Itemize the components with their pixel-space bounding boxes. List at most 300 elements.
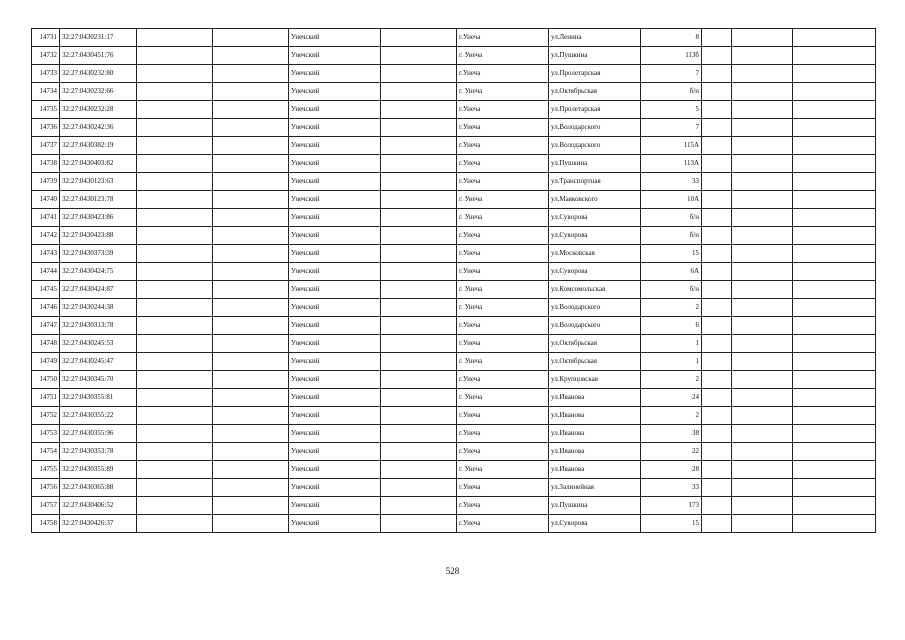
cell-cadastral-number: 32:27:0430423:86 <box>60 209 137 227</box>
cell-record-number: 14752 <box>32 407 60 425</box>
table-row <box>32 173 876 191</box>
cell-empty <box>793 353 876 371</box>
cell-street: ул.Володарского <box>549 317 641 335</box>
cell-empty <box>702 65 732 83</box>
cell-empty <box>732 389 793 407</box>
cell-empty <box>702 497 732 515</box>
register-table <box>31 28 876 533</box>
cell-empty <box>381 389 457 407</box>
cell-empty <box>137 461 213 479</box>
cell-district: Унечский <box>289 371 381 389</box>
cell-empty <box>732 407 793 425</box>
cell-cadastral-number: 32:27:0430355:81 <box>60 389 137 407</box>
table-row <box>32 515 876 533</box>
cell-city: г. Унеча <box>457 47 549 65</box>
table-row <box>32 263 876 281</box>
cell-street: ул.Суворова <box>549 227 641 245</box>
cell-empty <box>702 245 732 263</box>
cell-empty <box>137 281 213 299</box>
cell-city: г.Унеча <box>457 29 549 47</box>
cell-empty <box>793 29 876 47</box>
cell-house-number: 24 <box>641 389 702 407</box>
cell-empty <box>732 371 793 389</box>
cell-record-number: 14735 <box>32 101 60 119</box>
page-number: 528 <box>445 566 460 576</box>
cell-street: ул.Иванова <box>549 389 641 407</box>
cell-empty <box>702 101 732 119</box>
register-table-body <box>32 29 876 533</box>
cell-district: Унечский <box>289 479 381 497</box>
cell-empty <box>137 155 213 173</box>
cell-empty <box>213 353 289 371</box>
cell-empty <box>732 425 793 443</box>
cell-empty <box>702 191 732 209</box>
cell-cadastral-number: 32:27:0430245:47 <box>60 353 137 371</box>
cell-empty <box>381 335 457 353</box>
cell-record-number: 14742 <box>32 227 60 245</box>
cell-empty <box>137 299 213 317</box>
cell-street: ул.Иванова <box>549 425 641 443</box>
cell-cadastral-number: 32:27:0430242:36 <box>60 119 137 137</box>
cell-empty <box>702 407 732 425</box>
cell-empty <box>213 101 289 119</box>
cell-empty <box>381 263 457 281</box>
cell-house-number: 7 <box>641 119 702 137</box>
cell-empty <box>732 461 793 479</box>
cell-city: г.Унеча <box>457 245 549 263</box>
cell-empty <box>137 515 213 533</box>
cell-empty <box>381 281 457 299</box>
cell-empty <box>732 29 793 47</box>
cell-cadastral-number: 32:27:0430123:78 <box>60 191 137 209</box>
cell-district: Унечский <box>289 227 381 245</box>
cell-cadastral-number: 32:27:0430355:89 <box>60 461 137 479</box>
cell-house-number: 173 <box>641 497 702 515</box>
cell-empty <box>732 515 793 533</box>
cell-empty <box>381 497 457 515</box>
cell-cadastral-number: 32:27:0430451:76 <box>60 47 137 65</box>
cell-empty <box>381 407 457 425</box>
cell-empty <box>793 47 876 65</box>
cell-record-number: 14732 <box>32 47 60 65</box>
cell-empty <box>381 299 457 317</box>
cell-city: г.Унеча <box>457 371 549 389</box>
cell-empty <box>213 461 289 479</box>
table-row <box>32 371 876 389</box>
cell-empty <box>732 245 793 263</box>
cell-city: г.Унеча <box>457 155 549 173</box>
cell-cadastral-number: 32:27:0430365:88 <box>60 479 137 497</box>
cell-empty <box>702 83 732 101</box>
cell-empty <box>732 101 793 119</box>
cell-empty <box>793 299 876 317</box>
cell-empty <box>702 461 732 479</box>
cell-district: Унечский <box>289 137 381 155</box>
cell-city: г.Унеча <box>457 497 549 515</box>
table-row <box>32 245 876 263</box>
cell-city: г.Унеча <box>457 479 549 497</box>
cell-record-number: 14751 <box>32 389 60 407</box>
cell-empty <box>732 317 793 335</box>
cell-empty <box>732 155 793 173</box>
cell-empty <box>381 443 457 461</box>
cell-empty <box>137 173 213 191</box>
cell-empty <box>381 155 457 173</box>
table-row <box>32 281 876 299</box>
cell-empty <box>381 29 457 47</box>
cell-empty <box>702 155 732 173</box>
cell-empty <box>702 281 732 299</box>
table-row <box>32 407 876 425</box>
cell-empty <box>381 209 457 227</box>
cell-empty <box>213 29 289 47</box>
cell-empty <box>137 227 213 245</box>
cell-district: Унечский <box>289 299 381 317</box>
cell-record-number: 14748 <box>32 335 60 353</box>
cell-empty <box>793 515 876 533</box>
cell-empty <box>793 389 876 407</box>
cell-district: Унечский <box>289 335 381 353</box>
cell-street: ул.Суворова <box>549 515 641 533</box>
cell-empty <box>381 47 457 65</box>
cell-district: Унечский <box>289 245 381 263</box>
cell-cadastral-number: 32:27:0430313:78 <box>60 317 137 335</box>
cell-empty <box>381 65 457 83</box>
cell-empty <box>702 299 732 317</box>
cell-record-number: 14758 <box>32 515 60 533</box>
cell-house-number: 2 <box>641 407 702 425</box>
cell-record-number: 14739 <box>32 173 60 191</box>
cell-empty <box>381 461 457 479</box>
cell-empty <box>702 389 732 407</box>
cell-city: г. Унеча <box>457 281 549 299</box>
cell-empty <box>732 353 793 371</box>
cell-city: г.Унеча <box>457 65 549 83</box>
cell-empty <box>213 83 289 101</box>
cell-district: Унечский <box>289 461 381 479</box>
cell-empty <box>213 515 289 533</box>
cell-district: Унечский <box>289 47 381 65</box>
table-row <box>32 335 876 353</box>
cell-street: ул.Крупцовская <box>549 371 641 389</box>
cell-empty <box>702 353 732 371</box>
cell-city: г.Унеча <box>457 101 549 119</box>
cell-district: Унечский <box>289 155 381 173</box>
cell-record-number: 14743 <box>32 245 60 263</box>
table-row <box>32 461 876 479</box>
cell-district: Унечский <box>289 317 381 335</box>
cell-city: г.Унеча <box>457 317 549 335</box>
cell-street: ул.Суворова <box>549 209 641 227</box>
cell-empty <box>381 119 457 137</box>
cell-district: Унечский <box>289 443 381 461</box>
cell-cadastral-number: 32:27:0430232:80 <box>60 65 137 83</box>
cell-empty <box>137 137 213 155</box>
cell-record-number: 14746 <box>32 299 60 317</box>
cell-empty <box>137 101 213 119</box>
cell-record-number: 14754 <box>32 443 60 461</box>
table-row <box>32 47 876 65</box>
cell-street: ул.Пролетарская <box>549 101 641 119</box>
cell-street: ул.Иванова <box>549 443 641 461</box>
cell-empty <box>793 317 876 335</box>
cell-record-number: 14757 <box>32 497 60 515</box>
cell-city: г. Унеча <box>457 461 549 479</box>
cell-empty <box>732 65 793 83</box>
cell-empty <box>137 263 213 281</box>
cell-empty <box>381 515 457 533</box>
cell-street: ул.Пролетарская <box>549 65 641 83</box>
table-row <box>32 479 876 497</box>
cell-empty <box>793 155 876 173</box>
cell-empty <box>702 515 732 533</box>
cell-empty <box>793 101 876 119</box>
cell-empty <box>381 371 457 389</box>
cell-district: Унечский <box>289 83 381 101</box>
table-row <box>32 389 876 407</box>
cell-empty <box>213 65 289 83</box>
cell-empty <box>213 173 289 191</box>
table-row <box>32 29 876 47</box>
cell-record-number: 14741 <box>32 209 60 227</box>
cell-street: ул.Московская <box>549 245 641 263</box>
table-row <box>32 155 876 173</box>
cell-empty <box>793 209 876 227</box>
cell-empty <box>137 443 213 461</box>
cell-empty <box>702 137 732 155</box>
cell-city: г.Унеча <box>457 515 549 533</box>
cell-empty <box>137 371 213 389</box>
cell-record-number: 14737 <box>32 137 60 155</box>
cell-cadastral-number: 32:27:0430424:75 <box>60 263 137 281</box>
cell-street: ул.Иванова <box>549 461 641 479</box>
cell-district: Унечский <box>289 191 381 209</box>
cell-city: г.Унеча <box>457 173 549 191</box>
cell-empty <box>793 461 876 479</box>
cell-empty <box>793 281 876 299</box>
table-row <box>32 83 876 101</box>
cell-cadastral-number: 32:27:0430424:87 <box>60 281 137 299</box>
cell-street: ул.Пушкина <box>549 497 641 515</box>
cell-empty <box>793 119 876 137</box>
cell-cadastral-number: 32:27:0430353:78 <box>60 443 137 461</box>
cell-empty <box>213 497 289 515</box>
cell-empty <box>213 119 289 137</box>
cell-record-number: 14731 <box>32 29 60 47</box>
cell-district: Унечский <box>289 263 381 281</box>
cell-record-number: 14753 <box>32 425 60 443</box>
cell-empty <box>732 299 793 317</box>
cell-record-number: 14733 <box>32 65 60 83</box>
cell-empty <box>732 263 793 281</box>
table-row <box>32 299 876 317</box>
cell-record-number: 14750 <box>32 371 60 389</box>
cell-house-number: 28 <box>641 461 702 479</box>
cell-cadastral-number: 32:27:0430345:70 <box>60 371 137 389</box>
table-row <box>32 65 876 83</box>
cell-house-number: 7 <box>641 65 702 83</box>
cell-empty <box>213 425 289 443</box>
cell-empty <box>137 119 213 137</box>
cell-empty <box>213 209 289 227</box>
cell-empty <box>137 29 213 47</box>
cell-record-number: 14736 <box>32 119 60 137</box>
table-row <box>32 119 876 137</box>
cell-district: Унечский <box>289 515 381 533</box>
cell-empty <box>137 83 213 101</box>
cell-empty <box>213 263 289 281</box>
cell-empty <box>137 425 213 443</box>
cell-empty <box>381 101 457 119</box>
cell-empty <box>381 227 457 245</box>
cell-empty <box>732 209 793 227</box>
cell-city: г.Унеча <box>457 137 549 155</box>
cell-empty <box>793 263 876 281</box>
cell-house-number: 8 <box>641 29 702 47</box>
cell-house-number: 6 <box>641 317 702 335</box>
cell-house-number: 113б <box>641 47 702 65</box>
cell-cadastral-number: 32:27:0430232:28 <box>60 101 137 119</box>
cell-empty <box>381 425 457 443</box>
cell-empty <box>793 83 876 101</box>
cell-cadastral-number: 32:27:0430231:17 <box>60 29 137 47</box>
cell-empty <box>702 47 732 65</box>
cell-cadastral-number: 32:27:0430426:37 <box>60 515 137 533</box>
cell-street: ул.Пушкина <box>549 155 641 173</box>
cell-house-number: 22 <box>641 443 702 461</box>
cell-street: ул.Ленина <box>549 29 641 47</box>
cell-empty <box>702 317 732 335</box>
cell-empty <box>732 443 793 461</box>
cell-cadastral-number: 32:27:0430123:63 <box>60 173 137 191</box>
table-row <box>32 209 876 227</box>
cell-empty <box>137 65 213 83</box>
cell-empty <box>137 407 213 425</box>
cell-empty <box>793 497 876 515</box>
cell-street: ул.Володарского <box>549 119 641 137</box>
cell-empty <box>702 371 732 389</box>
cell-city: г.Унеча <box>457 407 549 425</box>
cell-record-number: 14749 <box>32 353 60 371</box>
cell-record-number: 14744 <box>32 263 60 281</box>
cell-empty <box>732 497 793 515</box>
cell-street: ул.Октябрьская <box>549 335 641 353</box>
cell-empty <box>702 443 732 461</box>
cell-city: г.Унеча <box>457 227 549 245</box>
cell-empty <box>213 479 289 497</box>
cell-empty <box>213 137 289 155</box>
cell-house-number: 1 <box>641 353 702 371</box>
cell-street: ул.Октябрьская <box>549 353 641 371</box>
cell-district: Унечский <box>289 101 381 119</box>
cell-empty <box>213 299 289 317</box>
cell-empty <box>381 245 457 263</box>
cell-district: Унечский <box>289 353 381 371</box>
cell-district: Унечский <box>289 29 381 47</box>
cell-street: ул.Комсомольская <box>549 281 641 299</box>
cell-empty <box>381 83 457 101</box>
cell-empty <box>732 227 793 245</box>
cell-house-number: 33 <box>641 173 702 191</box>
table-row <box>32 317 876 335</box>
cell-empty <box>381 317 457 335</box>
cell-house-number: 15 <box>641 515 702 533</box>
cell-cadastral-number: 32:27:0430373:39 <box>60 245 137 263</box>
cell-house-number: 115А <box>641 137 702 155</box>
cell-empty <box>793 227 876 245</box>
table-row <box>32 137 876 155</box>
cell-record-number: 14756 <box>32 479 60 497</box>
cell-record-number: 14745 <box>32 281 60 299</box>
cell-city: г. Унеча <box>457 83 549 101</box>
cell-empty <box>381 137 457 155</box>
cell-empty <box>381 479 457 497</box>
cell-empty <box>793 425 876 443</box>
cell-empty <box>793 65 876 83</box>
cell-empty <box>213 191 289 209</box>
cell-empty <box>137 497 213 515</box>
cell-district: Унечский <box>289 425 381 443</box>
cell-empty <box>793 245 876 263</box>
cell-city: г.Унеча <box>457 263 549 281</box>
cell-street: ул.Володарского <box>549 137 641 155</box>
cell-empty <box>137 209 213 227</box>
cell-empty <box>702 173 732 191</box>
cell-empty <box>702 29 732 47</box>
cell-empty <box>732 83 793 101</box>
cell-empty <box>793 443 876 461</box>
cell-district: Унечский <box>289 389 381 407</box>
cell-house-number: 2 <box>641 299 702 317</box>
cell-cadastral-number: 32:27:0430406:52 <box>60 497 137 515</box>
cell-city: г. Унеча <box>457 209 549 227</box>
cell-empty <box>213 371 289 389</box>
cell-empty <box>213 47 289 65</box>
cell-street: ул.Октябрьская <box>549 83 641 101</box>
cell-empty <box>732 281 793 299</box>
cell-cadastral-number: 32:27:0430232:66 <box>60 83 137 101</box>
cell-empty <box>793 371 876 389</box>
cell-empty <box>213 317 289 335</box>
cell-house-number: 38 <box>641 425 702 443</box>
cell-empty <box>381 173 457 191</box>
cell-record-number: 14747 <box>32 317 60 335</box>
cell-street: ул.Суворова <box>549 263 641 281</box>
cell-empty <box>137 335 213 353</box>
cell-street: ул.Маяковского <box>549 191 641 209</box>
cell-house-number: 15 <box>641 245 702 263</box>
cell-house-number: 113А <box>641 155 702 173</box>
cell-empty <box>213 227 289 245</box>
cell-empty <box>137 389 213 407</box>
cell-empty <box>213 389 289 407</box>
cell-house-number: б/н <box>641 281 702 299</box>
cell-street: ул.Залинейная <box>549 479 641 497</box>
cell-empty <box>702 479 732 497</box>
cell-city: г.Унеча <box>457 335 549 353</box>
cell-cadastral-number: 32:27:0430355:22 <box>60 407 137 425</box>
cell-street: ул.Транспортная <box>549 173 641 191</box>
cell-street: ул.Володарского <box>549 299 641 317</box>
cell-district: Унечский <box>289 173 381 191</box>
cell-empty <box>137 191 213 209</box>
cell-house-number: 5 <box>641 101 702 119</box>
cell-empty <box>213 281 289 299</box>
cell-empty <box>793 137 876 155</box>
cell-empty <box>137 479 213 497</box>
cell-house-number: 6А <box>641 263 702 281</box>
cell-empty <box>702 335 732 353</box>
